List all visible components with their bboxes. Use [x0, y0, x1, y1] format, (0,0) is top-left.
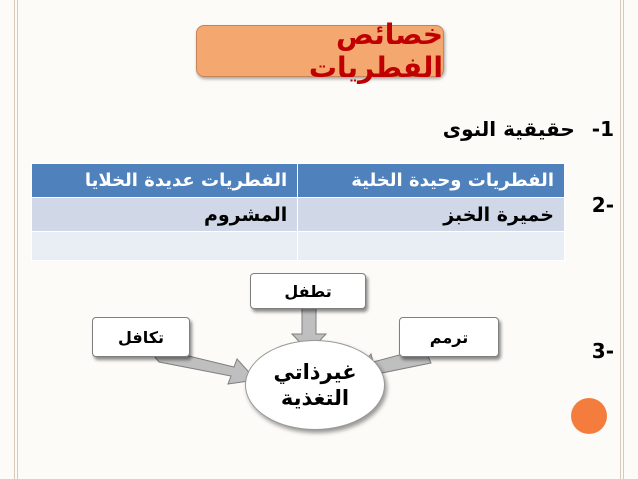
point-3-number: -3 — [591, 339, 614, 363]
diagram-center-circle — [245, 340, 385, 430]
point-2-number: -2 — [591, 193, 614, 217]
center-label-line1: غيرذاتي — [273, 360, 357, 384]
point-1-number: 1- — [591, 117, 614, 141]
decorative-orange-circle — [571, 398, 607, 434]
diagram-box-left: تكافل — [92, 317, 190, 357]
table-cell: خميرة الخبز — [298, 198, 565, 232]
diagram-box-top: تطفل — [250, 273, 366, 309]
point-1-text: حقيقية النوى — [442, 117, 575, 141]
diagram-box-right: ترمم — [399, 317, 499, 357]
table-header-cell: الفطريات وحيدة الخلية — [298, 164, 565, 198]
slide-title: خصائص الفطريات — [308, 18, 443, 84]
center-label-line2: التغذية — [280, 386, 350, 410]
table-cell: المشروم — [32, 198, 298, 232]
table-header-cell: الفطريات عديدة الخلايا — [32, 164, 298, 198]
